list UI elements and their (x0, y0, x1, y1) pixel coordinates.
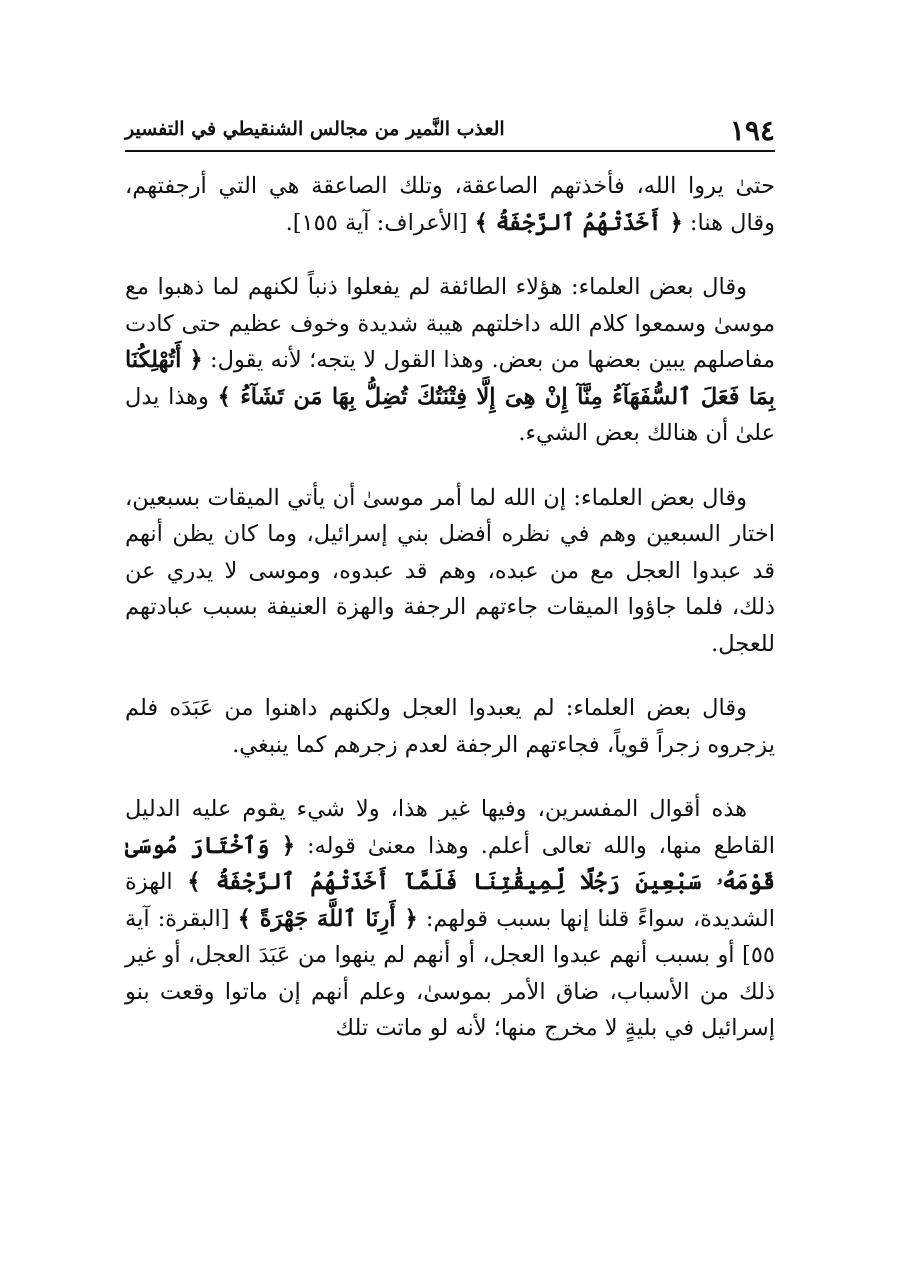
text-run: وقال بعض العلماء: هؤلاء الطائفة لم يفعلوا ذنباً لكنهم لما ذهبوا مع موسىٰ وسمعوا كلام الله داخلتهم هيبة شديدة وخوف عظيم حتى كادت مفاصلهم يبين بعضها من بعض. وهذا القول لا يتجه؛ لأنه يقول: (125, 274, 776, 373)
body-text (125, 168, 775, 1075)
text-run: الهزة الشديدة، سواءً قلنا إنها بسبب قولهم: (125, 869, 775, 932)
quran-verse: ﴿ وَٱخْتَارَ مُوسَىٰ قَوْمَهُۥ سَبْعِينَ رَجُلًا لِّمِيقَٰتِنَا فَلَمَّآ أَخَذَتْهُمُ ٱلرَّجْفَةُ ﴾ (125, 832, 775, 895)
header-divider (125, 150, 775, 152)
page-number: ١٩٤ (729, 114, 775, 147)
paragraph (125, 168, 775, 241)
paragraph (125, 690, 775, 763)
text-run: وقال بعض العلماء: لم يعبدوا العجل ولكنهم داهنوا من عَبَدَه فلم يزجروه زجراً قوياً، فجاءتهم الرجفة لعدم زجرهم كما ينبغي. (125, 695, 775, 758)
paragraph (125, 480, 775, 663)
text-run: وقال بعض العلماء: إن الله لما أمر موسىٰ أن يأتي الميقات بسبعين، اختار السبعين وهم في نظره أفضل بني إسرائيل، وما كان يظن أنهم قد عبدوا العجل مع من عبده، وهم قد عبدوه، وموسى لا يدري عن ذلك، فلما جاؤوا الميقات جاءتهم الرجفة والهزة العنيفة بسبب عبادتهم للعجل. (125, 484, 775, 657)
quran-verse: ﴿ أَرِنَا ٱللَّهَ جَهْرَةً ﴾ (237, 905, 418, 932)
text-run: هذه أقوال المفسرين، وفيها غير هذا، ولا شيء يقوم عليه الدليل القاطع منها، والله تعالى أعلم. وهذا معنىٰ قوله: (125, 796, 775, 859)
quran-verse: ﴿ أَتُهْلِكُنَا بِمَا فَعَلَ ٱلسُّفَهَآءُ مِنَّآ إِنْ هِىَ إِلَّا فِتْنَتُكَ تُضِلُّ بِهَا مَن تَشَآءُ ﴾ (125, 347, 775, 410)
text-run: [البقرة: آية ٥٥] أو بسبب أنهم عبدوا العجل، أو أنهم لم ينهوا من عَبَدَ العجل، أو غير ذلك من الأسباب، ضاق الأمر بموسىٰ، وعلم أنهم إن ماتوا وقعت بنو إسرائيل في بليةٍ لا مخرج منها؛ لأنه لو ماتت تلك (125, 905, 775, 1041)
quran-verse: ﴿ أَخَذَتْهُمُ ٱلرَّجْفَةُ ﴾ (474, 209, 683, 236)
text-run: وهذا يدل علىٰ أن هنالك بعض الشيء. (125, 383, 775, 446)
paragraph (125, 269, 775, 452)
text-run: [الأعراف: آية ١٥٥]. (285, 209, 475, 236)
paragraph (125, 791, 775, 1047)
page-header (125, 110, 775, 150)
running-title: العذب النَّمير من مجالس الشنقيطي في التفسير (125, 118, 505, 140)
text-run: حتىٰ يروا الله، فأخذتهم الصاعقة، وتلك الصاعقة هي التي أرجفتهم، وقال هنا: (125, 173, 775, 236)
